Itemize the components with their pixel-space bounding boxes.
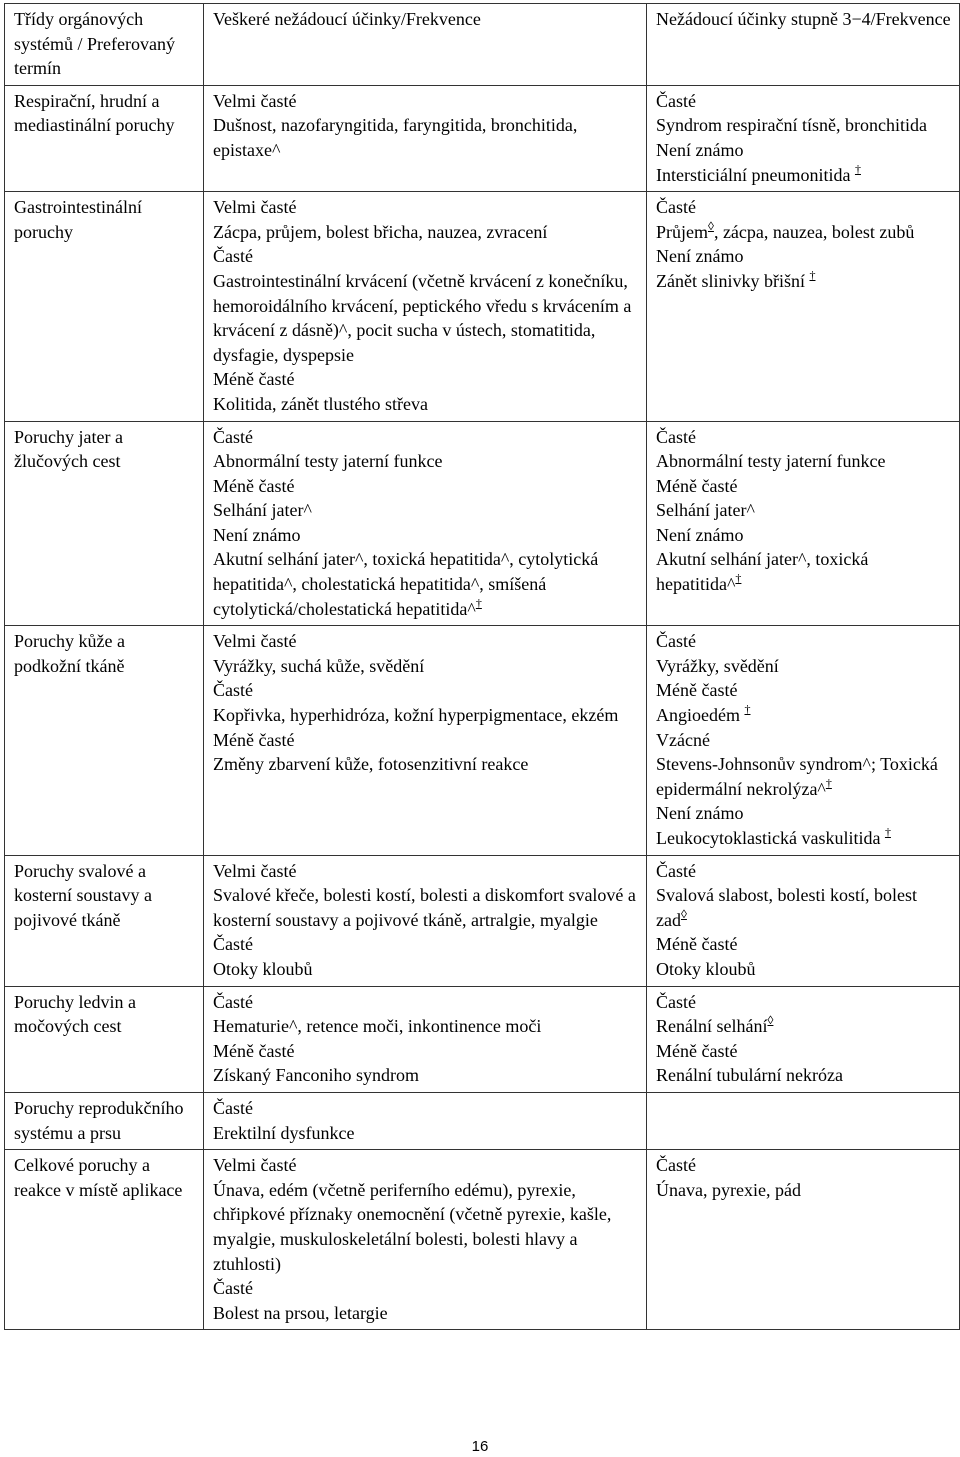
table-row	[5, 626, 960, 855]
effect-text: Dušnost, nazofaryngitida, faryngitida, bronchitida, epistaxe^	[213, 115, 578, 160]
frequency-label: Není známo	[656, 524, 744, 545]
all-effects-cell	[204, 626, 647, 855]
all-effects-cell	[204, 85, 647, 191]
all-effects-cell	[204, 986, 647, 1092]
effect-text: Únava, edém (včetně periferního edému), pyrexie, chřipkové příznaky onemocnění (včetně pyrexie, kašle, myalgie, muskuloskeletální bolesti, bolesti hlavy a ztuhlosti)	[213, 1179, 612, 1274]
effect-text: Průjem	[656, 221, 708, 242]
table-header-row	[5, 4, 960, 86]
frequency-label: Velmi časté	[213, 1155, 297, 1176]
footnote-mark: †	[744, 702, 751, 717]
effect-text: Vyrážky, suchá kůže, svědění	[213, 655, 425, 676]
effect-text: Svalová slabost, bolesti kostí, bolest zad	[656, 885, 917, 930]
effect-text: Gastrointestinální krvácení (včetně krvácení z konečníku, hemoroidálního krvácení, peptického vředu s krvácením a krvácení z dásně)^, pocit sucha v ústech, stomatitida, dysfagie, dyspepsie	[213, 270, 632, 365]
table-row	[5, 421, 960, 626]
header-all-effects: Veškeré nežádoucí účinky/Frekvence	[204, 4, 647, 86]
table-row	[5, 855, 960, 986]
frequency-label: Méně časté	[656, 680, 738, 701]
frequency-label: Velmi časté	[213, 90, 297, 111]
organ-class-cell: Poruchy reprodukčního systému a prsu	[5, 1092, 204, 1149]
table-row	[5, 85, 960, 191]
all-effects-cell	[204, 192, 647, 421]
grade34-cell	[647, 85, 960, 191]
footnote-mark: ◊	[767, 1013, 774, 1028]
grade34-cell	[647, 192, 960, 421]
adverse-effects-table	[4, 3, 960, 1330]
organ-class-cell: Poruchy kůže a podkožní tkáně	[5, 626, 204, 855]
frequency-label: Vzácné	[656, 729, 710, 750]
frequency-label: Méně časté	[213, 475, 295, 496]
all-effects-cell	[204, 421, 647, 626]
footnote-mark: †	[854, 161, 861, 176]
effect-text: Leukocytoklastická vaskulitida	[656, 828, 881, 848]
page-number: 16	[471, 1438, 489, 1455]
effect-text: Selhání jater^	[656, 500, 755, 521]
effect-text: Angioedém	[656, 705, 740, 726]
effect-text: Otoky kloubů	[213, 958, 313, 979]
frequency-label: Méně časté	[213, 369, 295, 390]
effect-text: Selhání jater^	[213, 500, 312, 521]
frequency-label: Méně časté	[656, 475, 738, 496]
frequency-label: Časté	[213, 680, 253, 701]
frequency-label: Není známo	[656, 139, 744, 160]
effect-text-with-mark	[656, 883, 951, 932]
frequency-label: Časté	[213, 1278, 253, 1299]
frequency-label: Není známo	[213, 524, 301, 545]
organ-class-cell: Poruchy ledvin a močových cest	[5, 986, 204, 1092]
all-effects-cell	[204, 1092, 647, 1149]
footnote-mark: ◊	[680, 906, 687, 921]
frequency-label: Velmi časté	[213, 860, 297, 881]
frequency-label: Časté	[656, 1155, 696, 1176]
frequency-label: Méně časté	[656, 1040, 738, 1061]
footnote-mark: †	[809, 267, 816, 282]
effect-text-with-mark	[656, 220, 951, 245]
effect-text-with-mark	[656, 826, 951, 851]
effect-text: Abnormální testy jaterní funkce	[213, 451, 443, 472]
grade34-cell	[647, 1092, 960, 1149]
effect-text: Únava, pyrexie, pád	[656, 1179, 801, 1200]
effect-text: Zánět slinivky břišní	[656, 270, 805, 291]
effect-text: Svalové křeče, bolesti kostí, bolesti a diskomfort svalové a kosterní soustavy a pojivové tkáně, artralgie, myalgie	[213, 885, 636, 930]
frequency-label: Časté	[213, 246, 253, 267]
footnote-mark: †	[825, 775, 832, 790]
effect-text: Vyrážky, svědění	[656, 655, 779, 676]
table-row	[5, 1092, 960, 1149]
effect-text: Stevens-Johnsonův syndrom^; Toxická epidermální nekrolýza^	[656, 754, 938, 799]
frequency-label: Méně časté	[656, 934, 738, 955]
effect-text-with-mark	[213, 547, 638, 621]
table-row	[5, 986, 960, 1092]
frequency-label: Časté	[656, 197, 696, 218]
grade34-cell	[647, 626, 960, 855]
grade34-cell	[647, 986, 960, 1092]
effect-text-with-mark	[656, 163, 951, 188]
footnote-mark: †	[735, 571, 742, 586]
effect-text: Syndrom respirační tísně, bronchitida	[656, 115, 927, 136]
effect-text: Abnormální testy jaterní funkce	[656, 451, 886, 472]
frequency-label: Časté	[213, 934, 253, 955]
header-grade-3-4: Nežádoucí účinky stupně 3−4/Frekvence	[647, 4, 960, 86]
frequency-label: Velmi časté	[213, 197, 297, 218]
frequency-label: Časté	[656, 631, 696, 652]
effect-text: , zácpa, nauzea, bolest zubů	[713, 221, 915, 242]
effect-text-with-mark	[656, 703, 951, 728]
frequency-label: Časté	[213, 991, 253, 1012]
footnote-mark: †	[475, 595, 482, 610]
frequency-label: Časté	[656, 991, 696, 1012]
effect-text: Změny zbarvení kůže, fotosenzitivní reakce	[213, 754, 529, 775]
organ-class-cell: Poruchy jater a žlučových cest	[5, 421, 204, 626]
organ-class-cell: Respirační, hrudní a mediastinální poruchy	[5, 85, 204, 191]
frequency-label: Časté	[213, 426, 253, 447]
all-effects-cell	[204, 855, 647, 986]
organ-class-cell: Celkové poruchy a reakce v místě aplikace	[5, 1150, 204, 1330]
grade34-cell	[647, 1150, 960, 1330]
frequency-label: Časté	[656, 860, 696, 881]
frequency-label: Časté	[656, 426, 696, 447]
effect-text: Akutní selhání jater^, toxická hepatitida^	[656, 549, 869, 595]
header-organ-class: Třídy orgánových systémů / Preferovaný termín	[5, 4, 204, 86]
table-row	[5, 1150, 960, 1330]
effect-text: Zácpa, průjem, bolest břicha, nauzea, zvracení	[213, 221, 548, 242]
effect-text: Bolest na prsou, letargie	[213, 1302, 388, 1323]
grade34-cell	[647, 421, 960, 626]
frequency-label: Méně časté	[213, 729, 295, 750]
effect-text: Erektilní dysfunkce	[213, 1122, 355, 1143]
frequency-label: Není známo	[656, 246, 744, 267]
effect-text: Kopřivka, hyperhidróza, kožní hyperpigmentace, ekzém	[213, 705, 619, 726]
effect-text: Hematurie^, retence moči, inkontinence moči	[213, 1016, 542, 1037]
frequency-label: Méně časté	[213, 1040, 295, 1061]
effect-text-with-mark	[656, 547, 951, 596]
effect-text-with-mark	[656, 1014, 951, 1039]
effect-text: Renální tubulární nekróza	[656, 1065, 843, 1086]
effect-text: Renální selhání	[656, 1016, 768, 1037]
organ-class-cell: Poruchy svalové a kosterní soustavy a pojivové tkáně	[5, 855, 204, 986]
frequency-label: Není známo	[656, 803, 744, 824]
table-row	[5, 192, 960, 421]
all-effects-cell	[204, 1150, 647, 1330]
frequency-label: Časté	[656, 90, 696, 111]
grade34-cell	[647, 855, 960, 986]
effect-text: Akutní selhání jater^, toxická hepatitida^, cytolytická hepatitida^, cholestatická hepatitida^, smíšená cytolytická/cholestatická hepatitida^	[213, 549, 599, 619]
frequency-label: Velmi časté	[213, 631, 297, 652]
effect-text-with-mark	[656, 269, 951, 294]
footnote-mark: †	[884, 825, 891, 839]
effect-text: Intersticiální pneumonitida	[656, 164, 851, 185]
effect-text: Otoky kloubů	[656, 958, 756, 979]
effect-text-with-mark	[656, 752, 951, 801]
frequency-label: Časté	[213, 1097, 253, 1118]
effect-text: Kolitida, zánět tlustého střeva	[213, 393, 428, 414]
organ-class-cell: Gastrointestinální poruchy	[5, 192, 204, 421]
effect-text: Získaný Fanconiho syndrom	[213, 1065, 419, 1086]
footnote-mark: ◊	[708, 218, 714, 233]
